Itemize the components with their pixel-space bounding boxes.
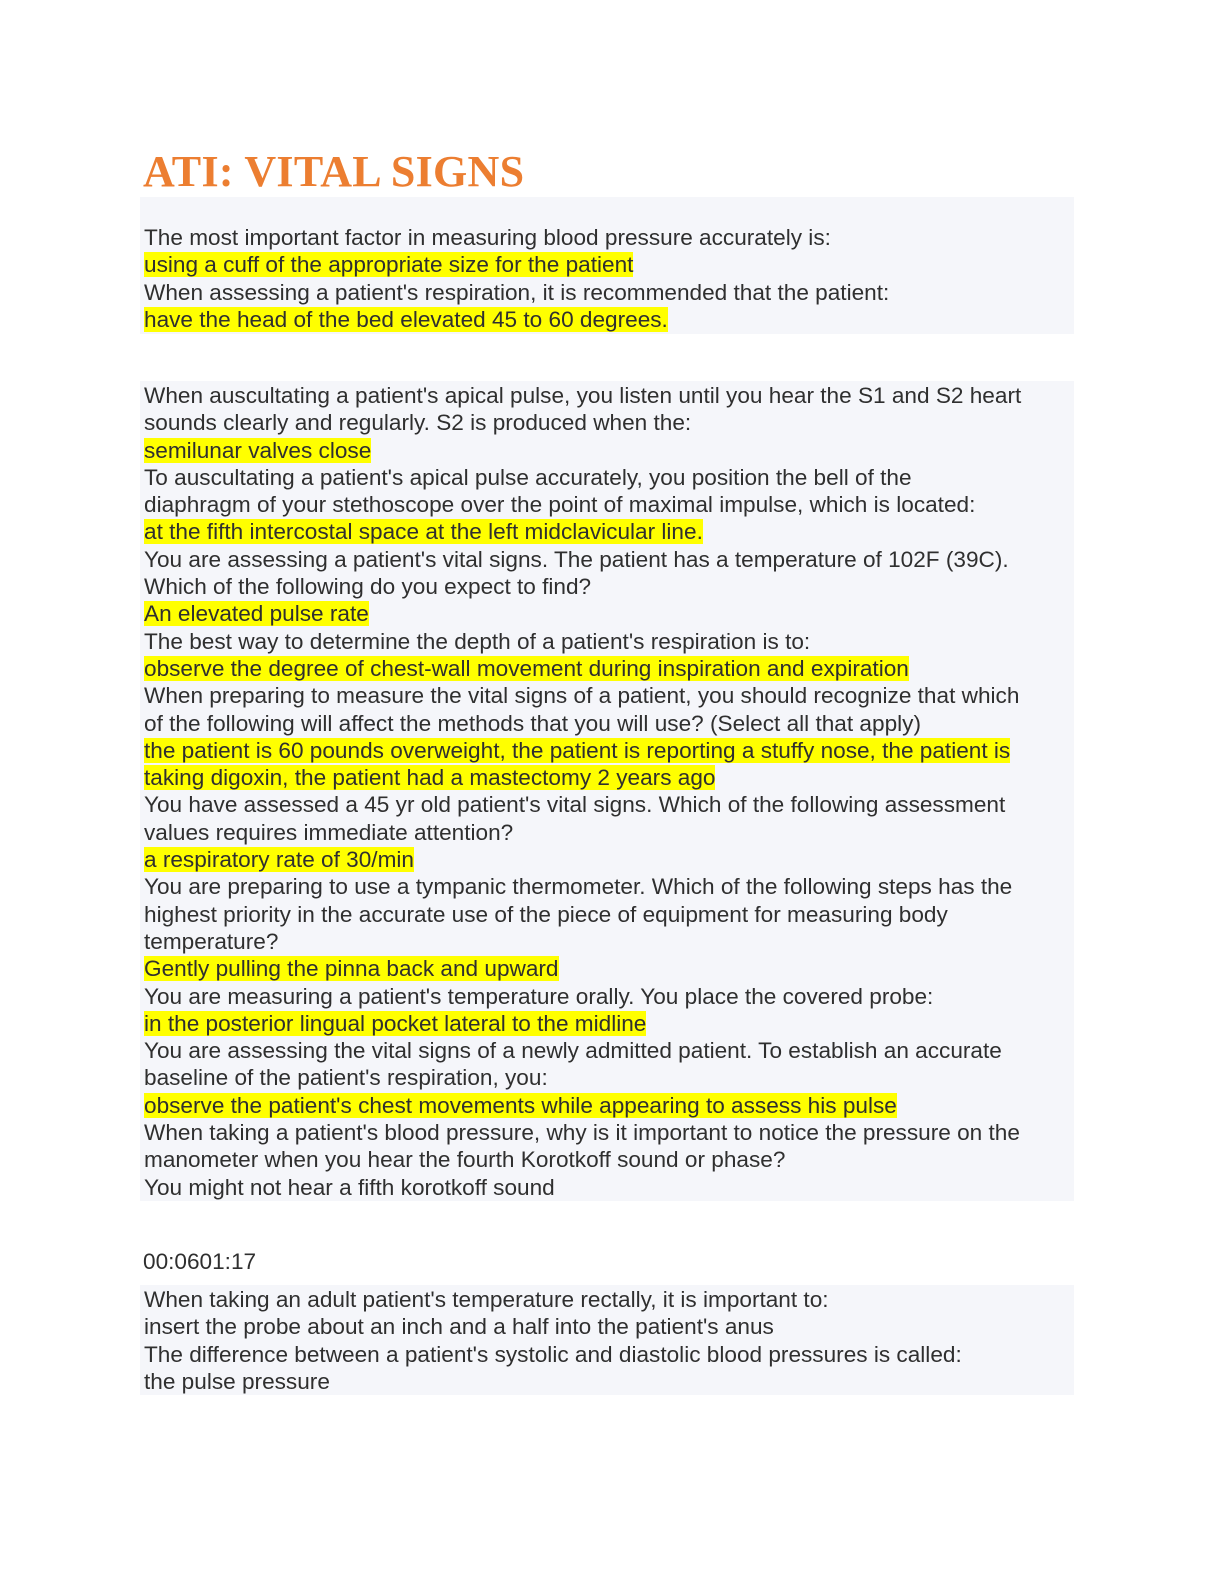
question-text: You are assessing the vital signs of a newly admitted patient. To establish an accurate	[144, 1038, 1002, 1064]
answer-highlight: semilunar valves close	[144, 437, 372, 463]
answer-line	[144, 306, 1070, 333]
answer-highlight: observe the patient's chest movements while appearing to assess his pulse	[144, 1092, 897, 1118]
qa-block-1	[140, 197, 1074, 334]
answer-line	[144, 518, 1070, 545]
answer-line	[144, 655, 1070, 682]
answer-highlight: Gently pulling the pinna back and upward	[144, 956, 559, 982]
question-text: The most important factor in measuring blood pressure accurately is:	[144, 225, 831, 250]
question-text: The difference between a patient's systolic and diastolic blood pressures is called:	[144, 1341, 962, 1367]
answer-line	[144, 955, 1070, 982]
question-text: of the following will affect the methods that you will use? (Select all that apply)	[144, 710, 921, 736]
answer-text: the pulse pressure	[144, 1368, 330, 1394]
answer-text: You might not hear a fifth korotkoff sound	[144, 1174, 555, 1200]
answer-text: insert the probe about an inch and a half into the patient's anus	[144, 1314, 774, 1340]
question-text: When taking an adult patient's temperature rectally, it is important to:	[144, 1287, 829, 1312]
question-text: diaphragm of your stethoscope over the point of maximal impulse, which is located:	[144, 492, 976, 518]
question-text: You are assessing a patient's vital signs. The patient has a temperature of 102F (39C).	[144, 546, 1009, 572]
answer-highlight: in the posterior lingual pocket lateral to the midline	[144, 1010, 647, 1036]
answer-highlight: An elevated pulse rate	[144, 601, 369, 627]
question-text: temperature?	[144, 928, 279, 954]
answer-line	[144, 846, 1070, 873]
question-text: highest priority in the accurate use of the piece of equipment for measuring body	[144, 901, 948, 927]
answer-highlight: taking digoxin, the patient had a mastectomy 2 years ago	[144, 765, 716, 791]
question-text: When auscultating a patient's apical pulse, you listen until you hear the S1 and S2 heart	[144, 383, 1022, 408]
qa-block-2	[140, 381, 1074, 1201]
question-text: When assessing a patient's respiration, it is recommended that the patient:	[144, 279, 890, 305]
answer-highlight: the patient is 60 pounds overweight, the patient is reporting a stuffy nose, the patient is	[144, 737, 1011, 763]
answer-line	[144, 764, 1070, 791]
answer-line	[144, 737, 1070, 764]
answer-highlight: have the head of the bed elevated 45 to 60 degrees.	[144, 306, 668, 332]
answer-line	[144, 1010, 1070, 1037]
question-text: The best way to determine the depth of a patient's respiration is to:	[144, 628, 811, 654]
question-text: values requires immediate attention?	[144, 819, 514, 845]
answer-highlight: at the fifth intercostal space at the left midclavicular line.	[144, 519, 703, 545]
timestamp: 00:0601:17	[143, 1249, 257, 1274]
question-text: When taking a patient's blood pressure, why is it important to notice the pressure on the	[144, 1120, 1020, 1146]
qa-block-3	[140, 1285, 1074, 1395]
question-text: manometer when you hear the fourth Korotkoff sound or phase?	[144, 1147, 786, 1173]
question-text: When preparing to measure the vital signs of a patient, you should recognize that which	[144, 683, 1020, 709]
answer-line	[144, 251, 1070, 278]
page-title: ATI: VITAL SIGNS	[143, 147, 525, 196]
question-text: sounds clearly and regularly. S2 is produced when the:	[144, 410, 692, 436]
question-text: You are preparing to use a tympanic thermometer. Which of the following steps has the	[144, 874, 1013, 900]
question-text: Which of the following do you expect to find?	[144, 574, 592, 600]
question-text: You are measuring a patient's temperature orally. You place the covered probe:	[144, 983, 934, 1009]
answer-highlight: a respiratory rate of 30/min	[144, 847, 414, 873]
answer-line	[144, 600, 1070, 627]
answer-line	[144, 437, 1070, 464]
question-text: To auscultating a patient's apical pulse accurately, you position the bell of the	[144, 464, 912, 490]
question-text: baseline of the patient's respiration, you:	[144, 1065, 548, 1091]
answer-highlight: using a cuff of the appropriate size for the patient	[144, 252, 634, 278]
answer-line	[144, 1092, 1070, 1119]
answer-highlight: observe the degree of chest-wall movement during inspiration and expiration	[144, 655, 909, 681]
question-text: You have assessed a 45 yr old patient's vital signs. Which of the following assessment	[144, 792, 1006, 818]
